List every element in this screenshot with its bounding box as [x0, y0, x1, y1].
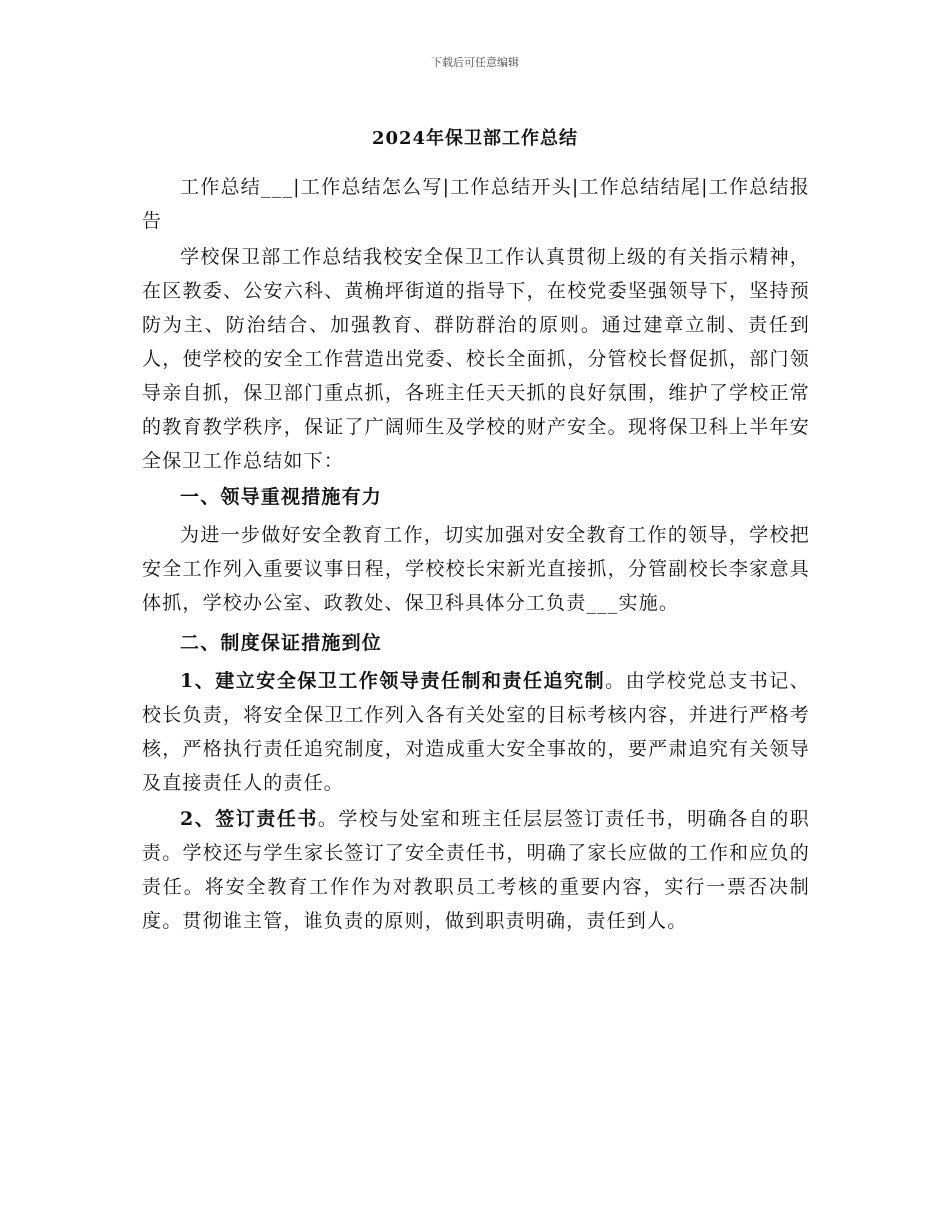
- item-1-text: 。由学校党总支书记、校长负责，将安全保卫工作列入各有关处室的目标考核内容，并进行严格考核，严格执行责任追究制度，对造成重大安全事故的，要严肃追究有关领导及直接责任人的责任。: [142, 670, 810, 794]
- keyword-line: 工作总结___|工作总结怎么写|工作总结开头|工作总结结尾|工作总结报告: [142, 176, 810, 232]
- item-2-lead: 2、签订责任书: [180, 808, 318, 830]
- section-heading-2: 二、制度保证措施到位: [180, 632, 383, 654]
- document-body: [142, 170, 810, 940]
- section-heading-1: 一、领导重视措施有力: [180, 486, 383, 508]
- document-title: 2024年保卫部工作总结: [371, 128, 579, 149]
- section-2-item-1: [142, 664, 810, 800]
- section-2-item-2: [142, 802, 810, 938]
- section-1-paragraph: 为进一步做好安全教育工作，切实加强对安全教育工作的领导，学校把安全工作列入重要议事日程，学校校长宋新光直接抓，分管副校长李家意具体抓，学校办公室、政教处、保卫科具体分工负责___实施。: [142, 524, 810, 614]
- page-header-note: 下载后可任意编辑: [431, 56, 519, 69]
- item-1-lead: 1、建立安全保卫工作领导责任制和责任追究制: [180, 670, 606, 692]
- intro-paragraph: 学校保卫部工作总结我校安全保卫工作认真贯彻上级的有关指示精神，在区教委、公安六科、黄桷坪街道的指导下，在校党委坚强领导下，坚持预防为主、防治结合、加强教育、群防群治的原则。通过建章立制、责任到人，使学校的安全工作营造出党委、校长全面抓，分管校长督促抓，部门领导亲自抓，保卫部门重点抓，各班主任天天抓的良好氛围，维护了学校正常的教育教学秩序，保证了广阔师生及学校的财产安全。现将保卫科上半年安全保卫工作总结如下：: [142, 246, 810, 472]
- item-2-text: 。学校与处室和班主任层层签订责任书，明确各自的职责。学校还与学生家长签订了安全责任书，明确了家长应做的工作和应负的责任。将安全教育工作作为对教职员工考核的重要内容，实行一票否决制度。贯彻谁主管，谁负责的原则，做到职责明确，责任到人。: [142, 808, 810, 932]
